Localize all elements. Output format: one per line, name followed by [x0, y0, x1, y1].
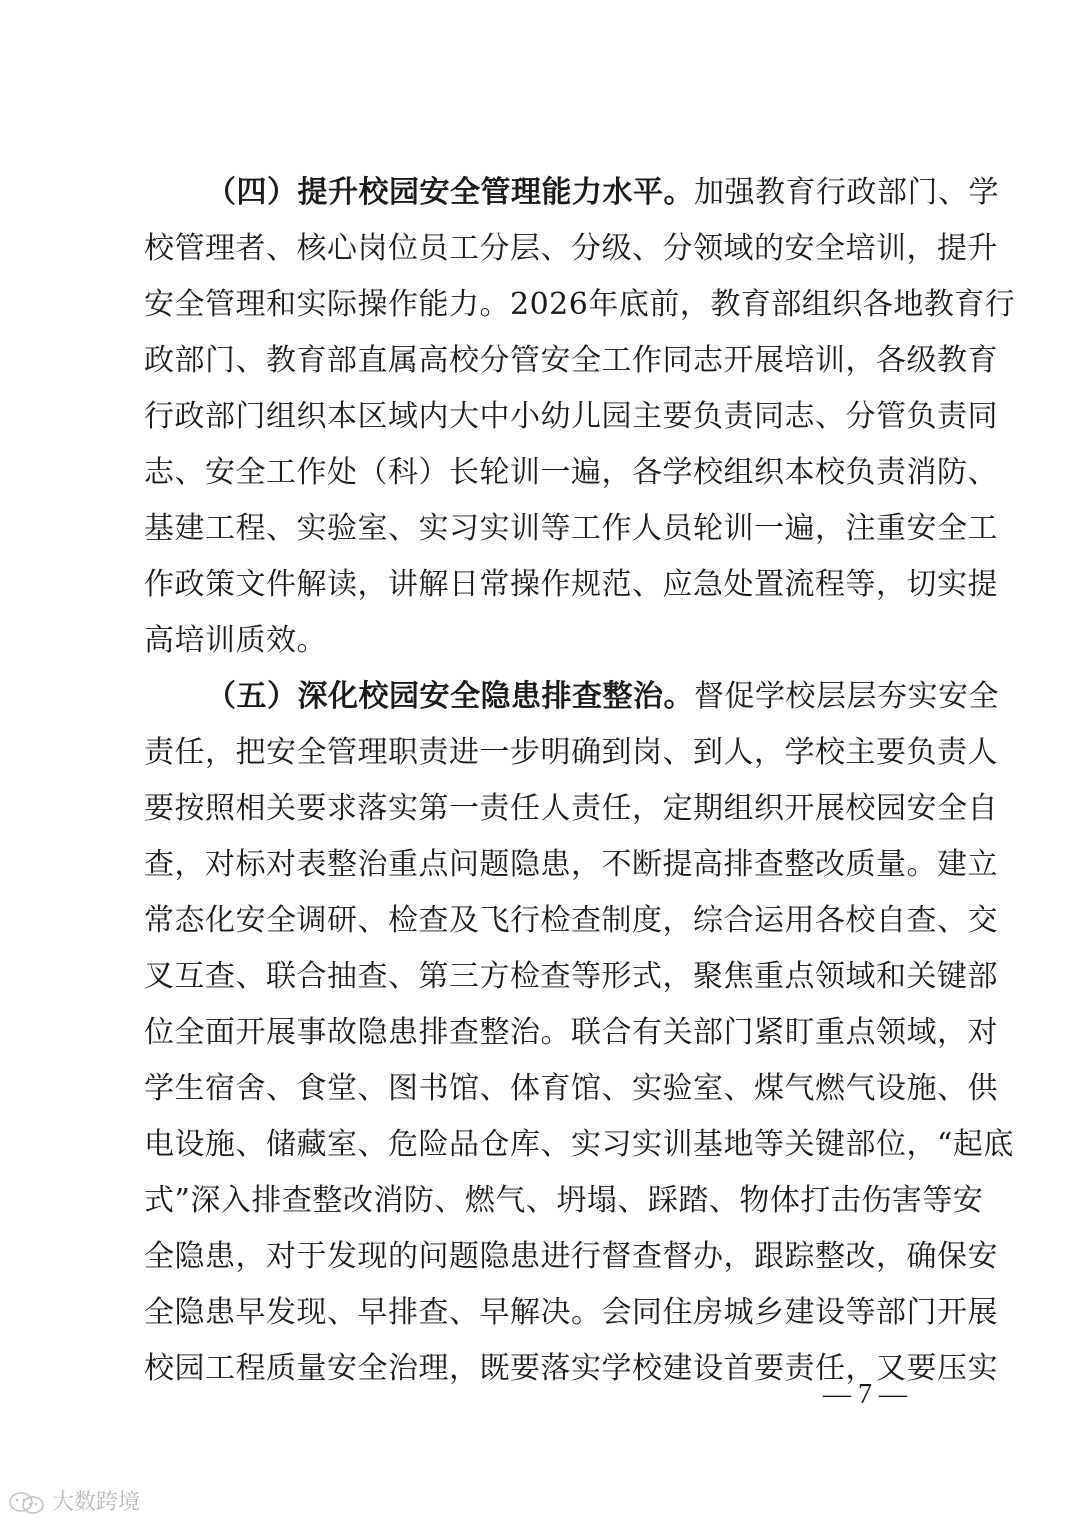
- watermark-text: 大数跨境: [52, 1490, 141, 1515]
- paragraph-line: 学生宿舍、食堂、图书馆、体育馆、实验室、煤气燃气设施、供: [144, 1071, 998, 1106]
- paragraph-line: 要按照相关要求落实第一责任人责任，定期组织开展校园安全自: [144, 791, 998, 826]
- paragraph-line: 基建工程、实验室、实习实训等工作人员轮训一遍，注重安全工: [144, 511, 998, 546]
- paragraph-line: 查，对标对表整治重点问题隐患，不断提高排查整改质量。建立: [144, 847, 998, 882]
- paragraph-line: （四）提升校园安全管理能力水平。加强教育行政部门、学: [206, 175, 999, 210]
- paragraph-line: 常态化安全调研、检查及飞行检查制度，综合运用各校自查、交: [144, 903, 998, 938]
- paragraph-line: 叉互查、联合抽查、第三方检查等形式，聚焦重点领域和关键部: [144, 959, 998, 994]
- paragraph-line: 电设施、储藏室、危险品仓库、实习实训基地等关键部位，“起底: [144, 1127, 1014, 1162]
- paragraph-line: （五）深化校园安全隐患排查整治。督促学校层层夯实安全: [206, 679, 999, 714]
- section-heading: （四）提升校园安全管理能力水平。: [206, 175, 694, 210]
- paragraph-line: 全隐患早发现、早排查、早解决。会同住房城乡建设等部门开展: [144, 1295, 998, 1330]
- paragraph-line: 作政策文件解读，讲解日常操作规范、应急处置流程等，切实提: [144, 567, 998, 602]
- paragraph-line: 校管理者、核心岗位员工分层、分级、分领域的安全培训，提升: [144, 231, 998, 266]
- paragraph-line: 行政部门组织本区域内大中小幼儿园主要负责同志、分管负责同: [144, 399, 998, 434]
- paragraph-line: 政部门、教育部直属高校分管安全工作同志开展培训，各级教育: [144, 343, 998, 378]
- paragraph-line: 式”深入排查整改消防、燃气、坍塌、踩踏、物体打击伤害等安: [144, 1183, 984, 1218]
- section-heading: （五）深化校园安全隐患排查整治。: [206, 679, 694, 714]
- paragraph-line: 志、安全工作处（科）长轮训一遍，各学校组织本校负责消防、: [144, 455, 998, 490]
- paragraph-line: 校园工程质量安全治理，既要落实学校建设首要责任，又要压实: [144, 1351, 998, 1386]
- page-number: — 7 —: [823, 1379, 907, 1410]
- paragraph-line: 安全管理和实际操作能力。2026年底前，教育部组织各地教育行: [144, 287, 1016, 322]
- wechat-logo-icon: [8, 1491, 46, 1515]
- paragraph-line: 全隐患，对于发现的问题隐患进行督查督办，跟踪整改，确保安: [144, 1239, 998, 1274]
- paragraph-line: 责任，把安全管理职责进一步明确到岗、到人，学校主要负责人: [144, 735, 998, 770]
- paragraph-line: 高培训质效。: [144, 623, 327, 658]
- paragraph-line: 位全面开展事故隐患排查整治。联合有关部门紧盯重点领域，对: [144, 1015, 998, 1050]
- watermark: [8, 1488, 140, 1518]
